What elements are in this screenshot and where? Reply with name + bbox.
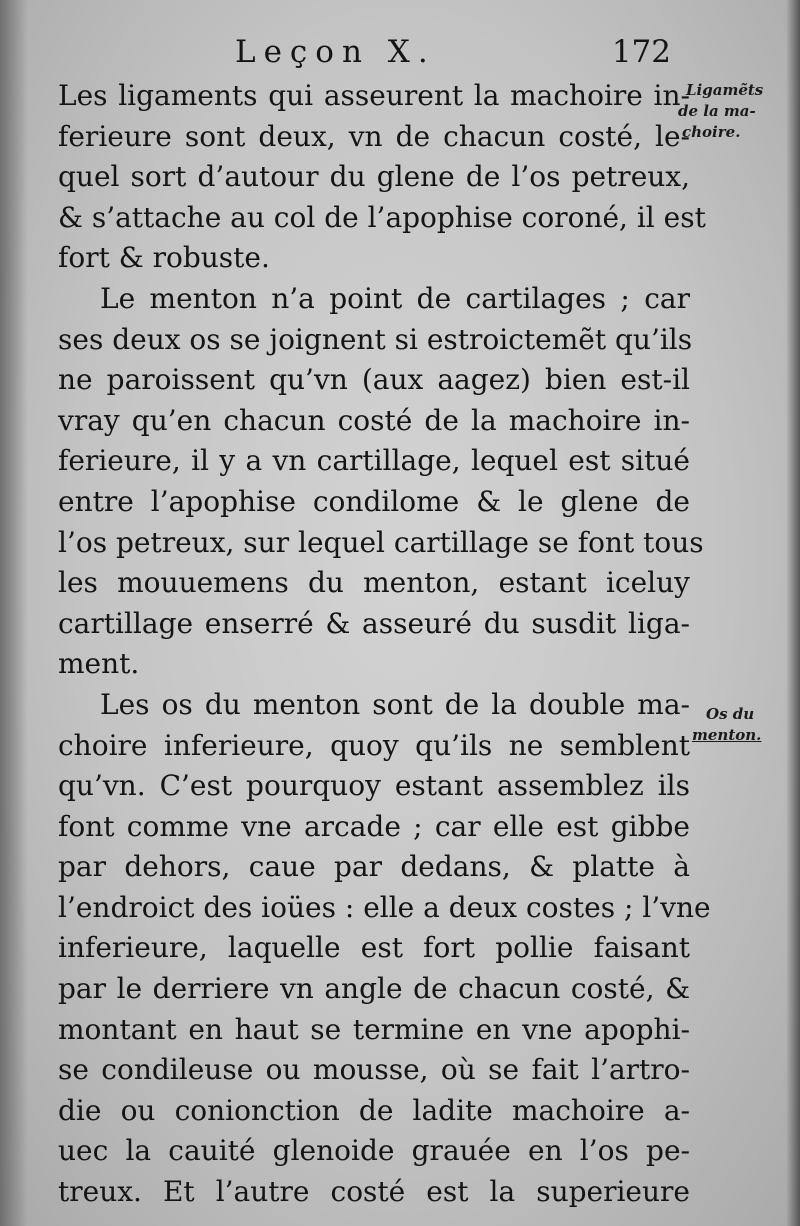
- text-line: se condileuse ou mousse, où se fait l’artro-: [58, 1053, 690, 1087]
- marginal-note-line: menton.: [692, 726, 762, 744]
- text-line: ferieure sont deux, vn de chacun costé, le-: [58, 119, 690, 153]
- text-line: ment.: [58, 647, 140, 681]
- marginal-note-os-du-menton: [692, 704, 762, 746]
- text-line: ne paroissent qu’vn (aux aagez) bien est-il: [58, 363, 690, 397]
- text-line: les mouuemens du menton, estant iceluy: [58, 566, 690, 600]
- text-line: qu’vn. C’est pourquoy estant assemblez ils: [58, 769, 690, 803]
- marginal-note-line: de la ma-: [678, 102, 756, 120]
- running-head: Leçon X.: [235, 34, 436, 70]
- marginal-note-ligaments: [678, 80, 764, 143]
- page-number: 172: [611, 34, 671, 70]
- text-line: quel sort d’autour du glene de l’os petreux,: [58, 160, 690, 194]
- text-line: l’os petreux, sur lequel cartillage se font tous: [58, 525, 704, 559]
- marginal-note-line: choire.: [682, 123, 741, 141]
- page-header: [235, 34, 675, 74]
- text-line: par dehors, caue par dedans, & platte à: [58, 850, 690, 884]
- text-line: choire inferieure, quoy qu’ils ne semblent: [58, 728, 690, 762]
- text-line: inferieure, laquelle est fort pollie faisant: [58, 931, 690, 965]
- marginal-note-line: Os du: [706, 705, 755, 723]
- text-line: fort & robuste.: [58, 241, 270, 275]
- body-text: [58, 76, 711, 1213]
- text-line: ferieure, il y a vn cartillage, lequel est situé: [58, 444, 690, 478]
- text-line: & s’attache au col de l’apophise coroné, il est: [58, 200, 706, 234]
- text-line: vray qu’en chacun costé de la machoire in-: [58, 403, 690, 437]
- text-line: l’endroict des ioües : elle a deux costes ; l’vne: [58, 890, 711, 924]
- text-line: Le menton n’a point de cartilages ; car: [100, 281, 690, 315]
- text-line: treux. Et l’autre costé est la superieure: [58, 1175, 690, 1209]
- text-line: Les os du menton sont de la double ma-: [100, 687, 690, 721]
- text-line: entre l’apophise condilome & le glene de: [58, 484, 690, 518]
- text-line: montant en haut se termine en vne apophi-: [58, 1012, 690, 1046]
- text-line: font comme vne arcade ; car elle est gibbe: [58, 809, 690, 843]
- marginal-note-line: Ligamẽts: [686, 81, 764, 99]
- text-line: Les ligaments qui asseurent la machoire in-: [58, 79, 690, 112]
- text-line: uec la cauité glenoide grauée en l’os pe-: [58, 1134, 690, 1168]
- text-line: die ou conionction de ladite machoire a-: [58, 1093, 690, 1127]
- text-line: par le derriere vn angle de chacun costé, &: [58, 972, 690, 1006]
- text-line: ses deux os se joignent si estroictemẽt qu’ils: [58, 322, 693, 356]
- text-line: cartillage enserré & asseuré du susdit liga-: [58, 606, 690, 640]
